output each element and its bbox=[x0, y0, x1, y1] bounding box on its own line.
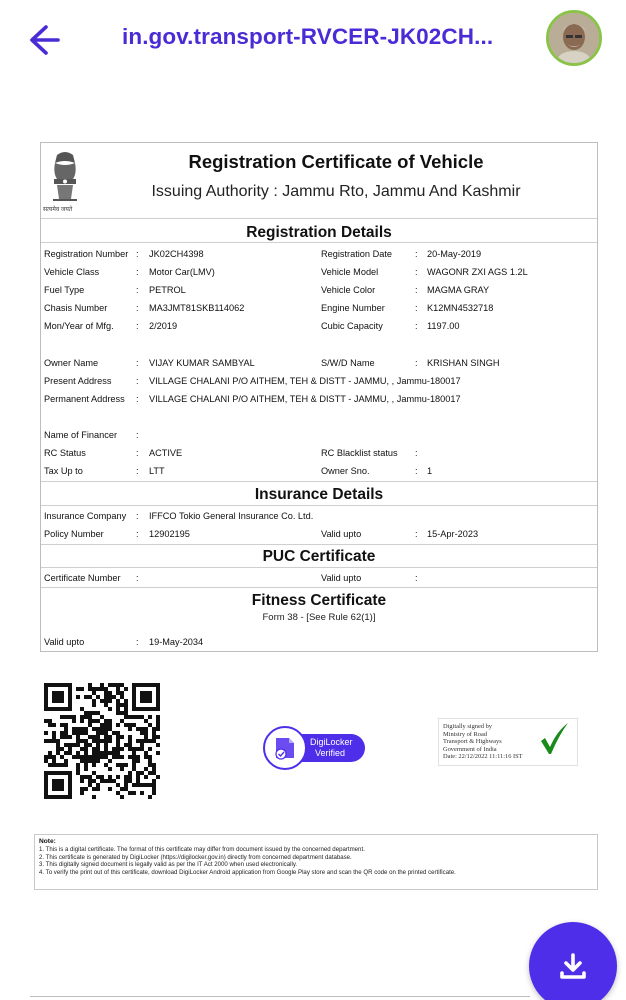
row-separator: : bbox=[415, 573, 418, 583]
detail-row bbox=[41, 303, 597, 317]
document-title: in.gov.transport-RVCER-JK02CH... bbox=[122, 24, 494, 49]
swd-name-value: KRISHAN SINGH bbox=[427, 358, 500, 368]
row-separator: : bbox=[136, 285, 139, 295]
row-label: Vehicle Model bbox=[321, 267, 379, 277]
row-label: Registration Number bbox=[44, 249, 129, 259]
fitness-certificate-heading: Fitness Certificate bbox=[251, 592, 387, 609]
note-line: 4. To verify the print out of this certificate, download DigiLocker Android application from Google Play store and scan the QR code on the printed certificate. bbox=[39, 868, 456, 876]
row-separator: : bbox=[136, 321, 139, 331]
tax-row bbox=[41, 466, 597, 480]
insurance-company-label: Insurance Company bbox=[44, 511, 127, 521]
signature-text bbox=[443, 723, 543, 761]
divider bbox=[41, 587, 597, 588]
rc-status-value: ACTIVE bbox=[149, 448, 183, 458]
note-line: 3. This digitally signed document is legally valid as per the IT Act 2000 when used electronically. bbox=[39, 861, 298, 869]
fitness-form-reference: Form 38 - [See Rule 62(1)] bbox=[262, 612, 376, 623]
row-separator: : bbox=[136, 249, 139, 259]
owner-name-value: VIJAY KUMAR SAMBYAL bbox=[149, 358, 255, 368]
puc-valid-label: Valid upto bbox=[321, 573, 362, 583]
divider bbox=[41, 505, 597, 506]
owner-sno-label: Owner Sno. bbox=[321, 466, 370, 476]
row-value: MA3JMT81SKB114062 bbox=[149, 303, 245, 313]
row-separator: : bbox=[136, 430, 139, 440]
signature-line: Ministry of Road bbox=[443, 730, 488, 738]
qr-code bbox=[44, 683, 160, 799]
profile-photo-icon bbox=[549, 13, 599, 63]
fitness-valid-label: Valid upto bbox=[44, 637, 85, 647]
puc-certificate-heading: PUC Certificate bbox=[262, 548, 376, 565]
policy-label: Policy Number bbox=[44, 529, 104, 539]
digital-signature bbox=[438, 718, 578, 766]
row-separator: : bbox=[415, 249, 418, 259]
rc-status-label: RC Status bbox=[44, 448, 86, 458]
row-separator: : bbox=[136, 466, 139, 476]
row-separator: : bbox=[136, 358, 139, 368]
row-value: MAGMA GRAY bbox=[427, 285, 490, 295]
note-line: 2. This certificate is generated by DigiLocker (https://digilocker.gov.in) directly from concerned department database. bbox=[39, 853, 352, 861]
registration-certificate bbox=[40, 142, 598, 652]
app-bar bbox=[0, 0, 626, 80]
row-separator: : bbox=[136, 376, 139, 386]
financer-row bbox=[41, 430, 597, 444]
row-separator: : bbox=[136, 529, 139, 539]
fitness-row bbox=[41, 637, 597, 651]
notes-title: Note: bbox=[39, 838, 56, 845]
signature-line: Digitally signed by bbox=[443, 723, 492, 730]
row-separator: : bbox=[136, 303, 139, 313]
financer-label: Name of Financer bbox=[44, 430, 118, 440]
present-address-label: Present Address bbox=[44, 376, 112, 386]
insurance-valid-value: 15-Apr-2023 bbox=[427, 529, 479, 539]
signature-line: Government of India bbox=[443, 745, 497, 753]
row-value: WAGONR ZXI AGS 1.2L bbox=[427, 267, 528, 277]
insurance-company-value: IFFCO Tokio General Insurance Co. Ltd. bbox=[149, 511, 314, 521]
user-avatar[interactable] bbox=[546, 10, 602, 66]
signature-line: Date: 22/12/2022 11:11:16 IST bbox=[443, 753, 523, 761]
divider bbox=[41, 242, 597, 243]
row-label: Vehicle Color bbox=[321, 285, 376, 295]
permanent-address-value: VILLAGE CHALANI P/O AITHEM, TEH & DISTT - JAMMU, , Jammu-180017 bbox=[149, 394, 461, 404]
permanent-address-row bbox=[41, 394, 597, 408]
row-label: Vehicle Class bbox=[44, 267, 100, 277]
divider bbox=[41, 567, 597, 568]
qr-code-icon bbox=[44, 683, 160, 799]
owner-name-label: Owner Name bbox=[44, 358, 99, 368]
present-address-value: VILLAGE CHALANI P/O AITHEM, TEH & DISTT - JAMMU, , Jammu-180017 bbox=[149, 376, 461, 386]
row-value: K12MN4532718 bbox=[427, 303, 494, 313]
row-value: 20-May-2019 bbox=[427, 249, 482, 259]
download-button[interactable] bbox=[529, 922, 617, 1000]
swd-name-label: S/W/D Name bbox=[321, 358, 375, 368]
row-value: 2/2019 bbox=[149, 321, 178, 331]
row-label: Registration Date bbox=[321, 249, 392, 259]
certificate-header bbox=[41, 143, 597, 219]
insurance-valid-label: Valid upto bbox=[321, 529, 362, 539]
detail-row bbox=[41, 321, 597, 335]
certificate-title: Registration Certificate of Vehicle bbox=[188, 151, 484, 172]
detail-row bbox=[41, 267, 597, 281]
bottom-divider bbox=[30, 996, 530, 997]
row-value: PETROL bbox=[149, 285, 186, 295]
fitness-valid-value: 19-May-2034 bbox=[149, 637, 204, 647]
puc-cert-label: Certificate Number bbox=[44, 573, 121, 583]
row-separator: : bbox=[136, 448, 139, 458]
blacklist-label: RC Blacklist status bbox=[321, 448, 398, 458]
rc-status-row bbox=[41, 448, 597, 462]
insurance-company-row bbox=[41, 511, 597, 525]
divider bbox=[41, 544, 597, 545]
tax-label: Tax Up to bbox=[44, 466, 83, 476]
row-label: Cubic Capacity bbox=[321, 321, 383, 331]
digilocker-verified-badge bbox=[263, 726, 367, 770]
policy-row bbox=[41, 529, 597, 543]
divider bbox=[41, 481, 597, 482]
emblem-caption: सत्यमेव जयते bbox=[43, 207, 73, 213]
row-separator: : bbox=[415, 321, 418, 331]
row-label: Mon/Year of Mfg. bbox=[44, 321, 114, 331]
signature-line: Transport & Highways bbox=[443, 738, 502, 746]
row-separator: : bbox=[136, 573, 139, 583]
checkmark-icon bbox=[537, 721, 571, 757]
row-label: Engine Number bbox=[321, 303, 385, 313]
row-label: Fuel Type bbox=[44, 285, 85, 295]
download-icon bbox=[557, 952, 589, 982]
back-button[interactable] bbox=[26, 22, 64, 58]
row-separator: : bbox=[415, 358, 418, 368]
row-separator: : bbox=[415, 285, 418, 295]
badge-line-2: Verified bbox=[315, 748, 346, 758]
row-separator: : bbox=[415, 529, 418, 539]
tax-value: LTT bbox=[149, 466, 165, 476]
row-separator: : bbox=[415, 466, 418, 476]
policy-value: 12902195 bbox=[149, 529, 190, 539]
row-separator: : bbox=[136, 511, 139, 521]
certificate-notes bbox=[34, 834, 598, 890]
badge-line-1: DigiLocker bbox=[310, 737, 353, 747]
arrow-left-icon bbox=[26, 22, 64, 58]
permanent-address-label: Permanent Address bbox=[44, 394, 125, 404]
row-label: Chasis Number bbox=[44, 303, 108, 313]
row-separator: : bbox=[415, 267, 418, 277]
insurance-details-heading: Insurance Details bbox=[254, 486, 384, 503]
owner-sno-value: 1 bbox=[427, 466, 433, 476]
detail-row bbox=[41, 249, 597, 263]
detail-row bbox=[41, 285, 597, 299]
row-value: 1197.00 bbox=[427, 321, 460, 331]
row-separator: : bbox=[136, 637, 139, 647]
row-separator: : bbox=[415, 303, 418, 313]
row-separator: : bbox=[136, 267, 139, 277]
present-address-row bbox=[41, 376, 597, 390]
row-separator: : bbox=[136, 394, 139, 404]
note-line: 1. This is a digital certificate. The format of this certificate may differ from document issued by the concerned department. bbox=[39, 846, 365, 853]
row-value: JK02CH4398 bbox=[149, 249, 204, 259]
puc-row bbox=[41, 573, 597, 587]
issuing-authority: Issuing Authority : Jammu Rto, Jammu And Kashmir bbox=[151, 183, 521, 200]
registration-details-heading: Registration Details bbox=[246, 224, 392, 241]
owner-row bbox=[41, 358, 597, 372]
row-separator: : bbox=[415, 448, 418, 458]
row-value: Motor Car(LMV) bbox=[149, 267, 215, 277]
